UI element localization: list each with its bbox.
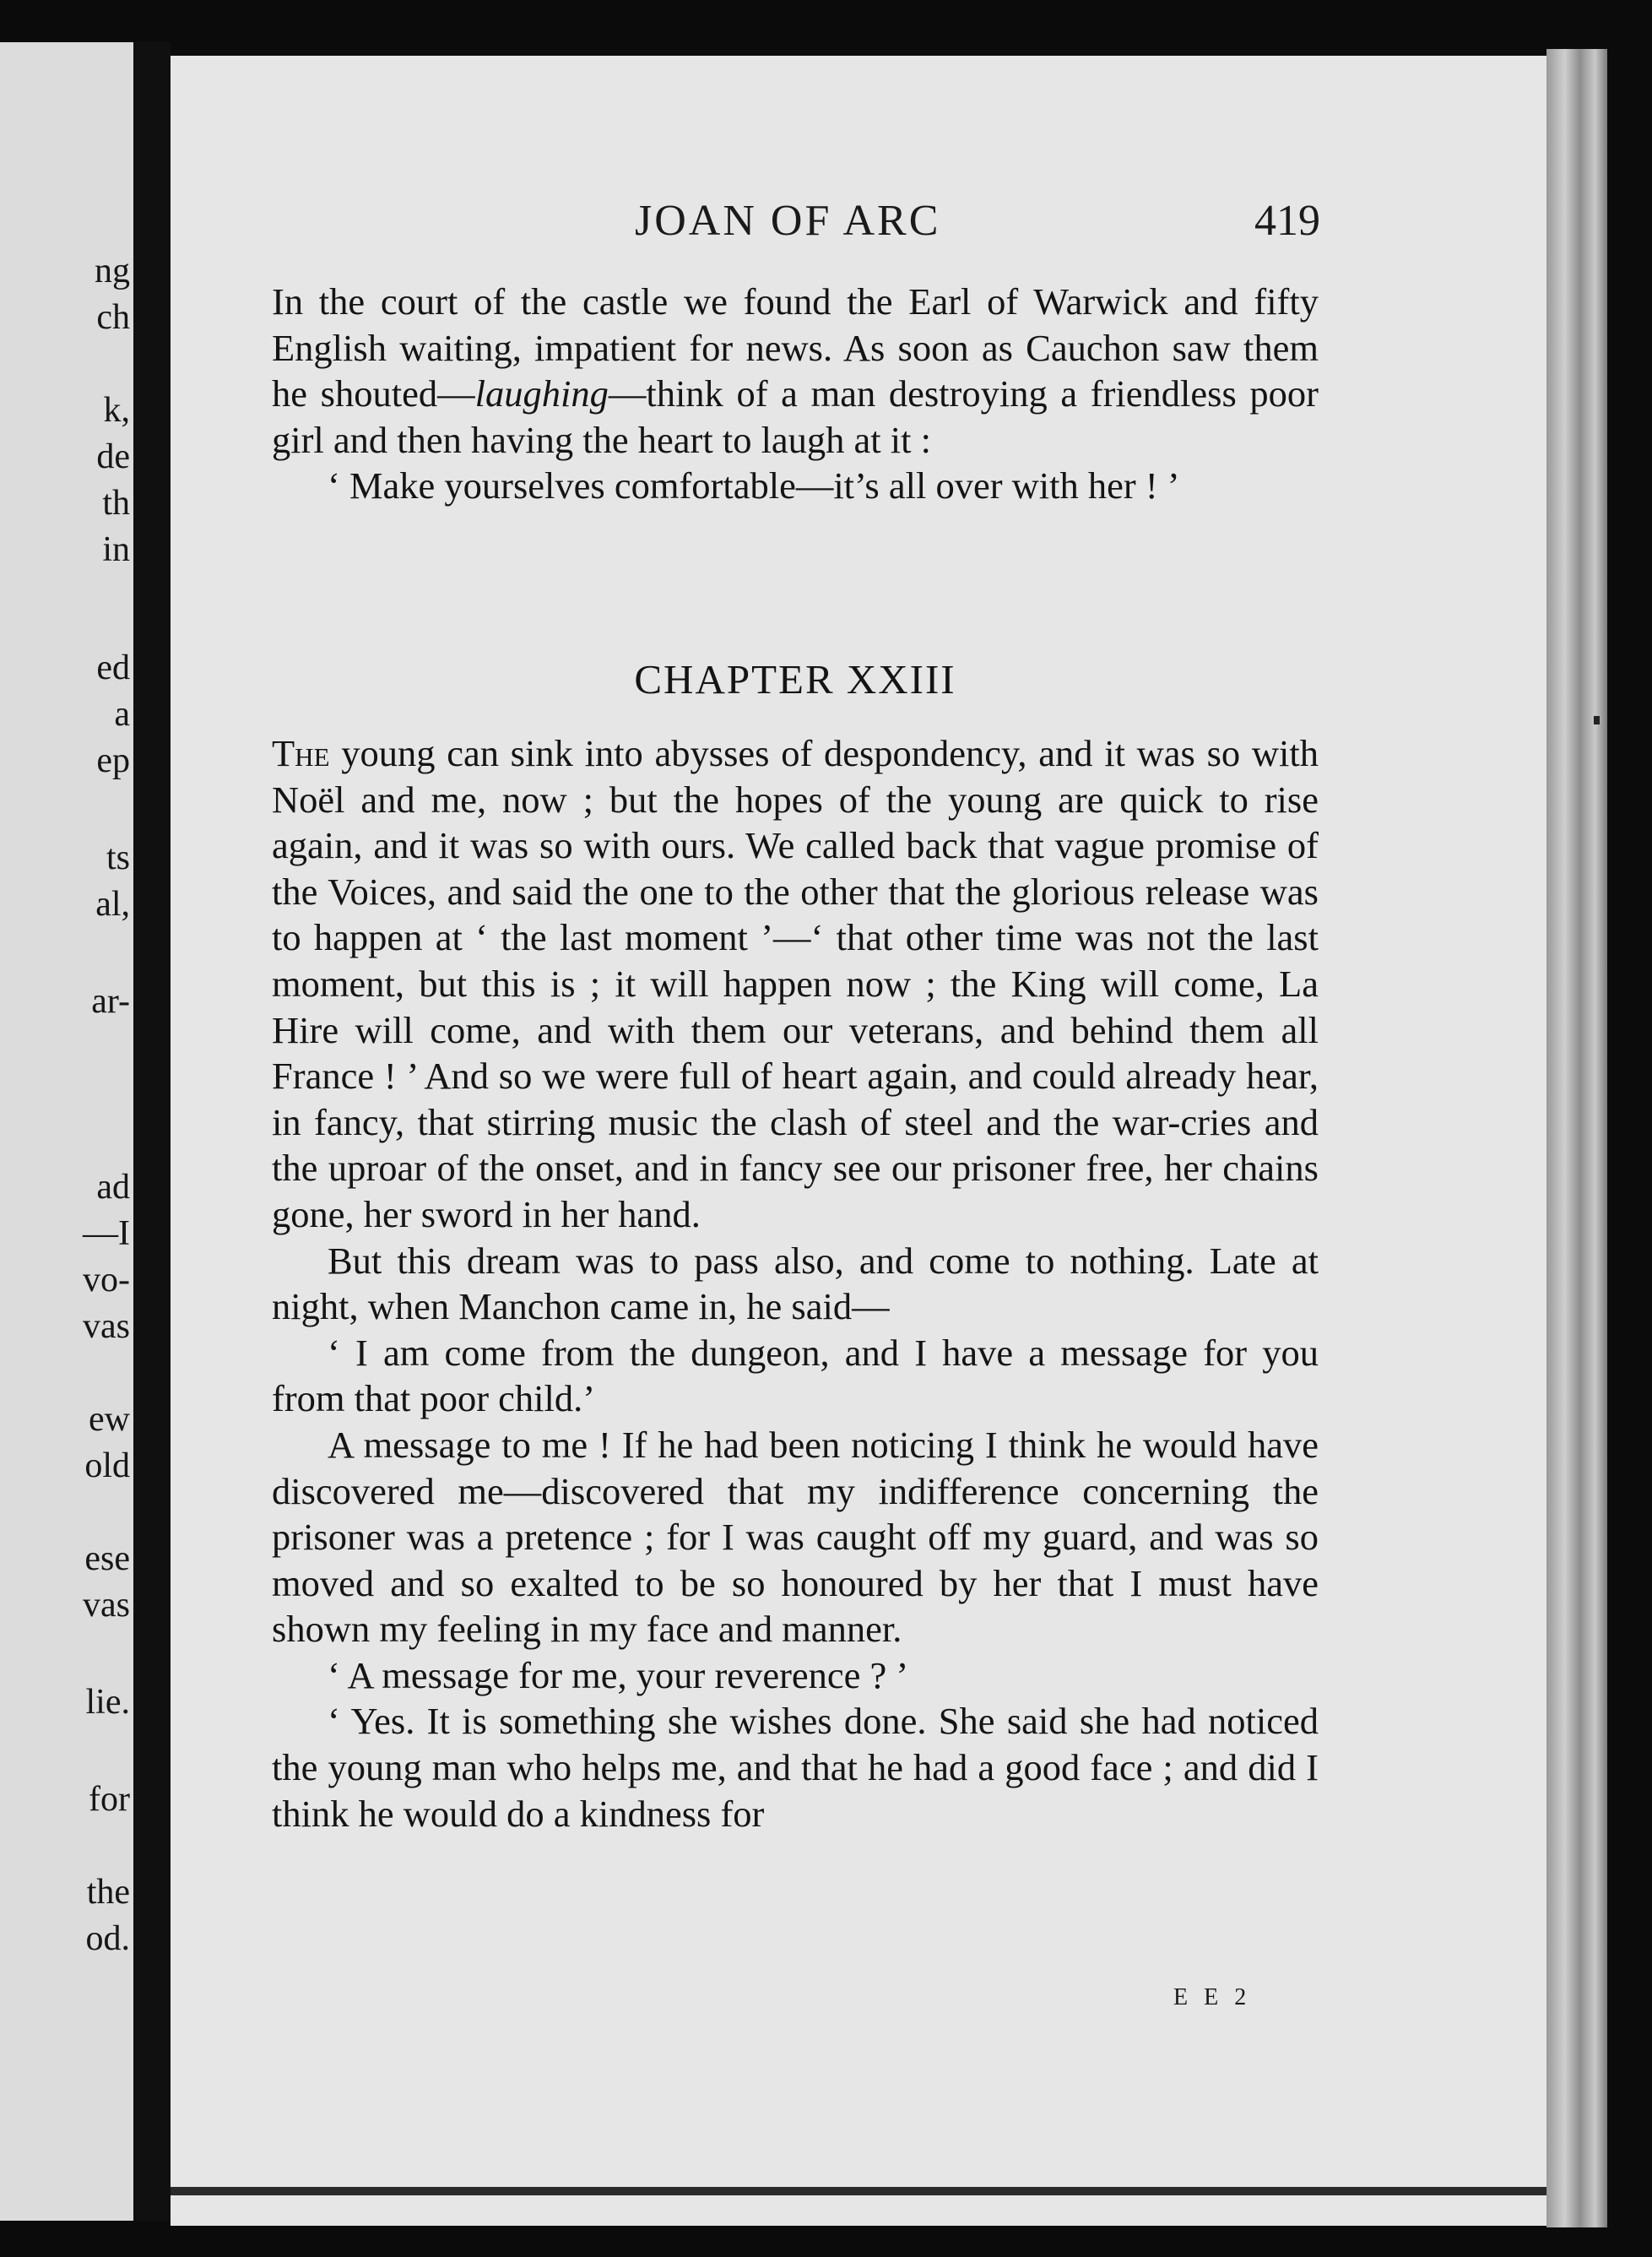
paragraph <box>272 279 1319 463</box>
previous-page-text-fragment: for <box>89 1780 130 1819</box>
previous-page-text-fragment: lie. <box>85 1683 130 1722</box>
page-bottom-edge <box>171 2187 1546 2195</box>
chapter-heading: CHAPTER XXIII <box>634 656 956 703</box>
chapter-first-word: The <box>272 732 330 774</box>
paragraph-text: young can sink into abysses of despondency, and it was so with Noël and me, now ; but the hopes of the young are quick to rise again, and it was so with ours. We called back that vague promise of the Voices, and said the one to the other that the glorious release was to happen at ‘ the last moment ’—‘ that other time was not the last moment, but this is ; it will happen now ; the King will come, La Hire will come, and with them our veterans, and behind them all France ! ’ And so we were full of heart again, and could already hear, in fancy, that stirring music the clash of steel and the war-cries and the uproar of the onset, and in fancy see our prisoner free, her chains gone, her sword in her hand. <box>272 732 1319 1235</box>
paragraph-quote: ‘ Make yourselves comfortable—it’s all over with her ! ’ <box>328 464 1180 507</box>
previous-page-text-fragment: ts <box>106 838 130 877</box>
page-edge-stack <box>1546 49 1607 2227</box>
book-gutter <box>133 42 171 2221</box>
previous-page-text-fragment: in <box>102 530 130 569</box>
previous-page-text-fragment: od. <box>85 1919 130 1958</box>
previous-page-text-fragment: ar- <box>91 982 130 1021</box>
paragraph: A message to me ! If he had been noticing I think he would have discovered me—discovered that my indifference concerning the prisoner was a pretence ; for I was caught off my guard, and was so moved and so exalted to be so honoured by her that I must have shown my feeling in my face and manner. <box>272 1423 1319 1651</box>
previous-page-text-fragment: ad <box>96 1168 130 1207</box>
previous-page-text-fragment: ep <box>96 741 130 780</box>
previous-page-text-fragment: th <box>102 484 130 523</box>
paragraph-text: —think of a man destroying a friendless poor girl and then having the heart to laugh at it : <box>272 372 1319 461</box>
previous-page-text-fragment: vas <box>83 1586 130 1625</box>
page-edge-mark <box>1594 716 1600 724</box>
previous-page-text-fragment: vo- <box>83 1261 130 1299</box>
previous-page-text-fragment: k, <box>103 391 130 430</box>
previous-page-text-fragment: ese <box>84 1539 130 1578</box>
previous-page-text-fragment: a <box>114 695 130 734</box>
paragraph <box>272 730 1319 1238</box>
opening-text <box>272 279 1319 509</box>
previous-page-text-fragment: —I <box>83 1214 130 1253</box>
paragraph: ‘ Yes. It is something she wishes done. She said she had noticed the young man who helps me, and that he had a good face ; and did I think he would do a kindness for <box>272 1700 1319 1835</box>
page-number: 419 <box>1254 197 1320 245</box>
signature-mark: E E 2 <box>1173 1984 1252 2010</box>
previous-page-text-fragment: ed <box>96 648 130 687</box>
previous-page-text-fragment: the <box>86 1873 130 1912</box>
previous-page-text-fragment: al, <box>95 885 130 924</box>
paragraph-text: In the court of the castle we found the Earl of Warwick and fifty English waiting, impatient for news. As soon as Cauchon saw them he shouted— <box>272 280 1319 415</box>
previous-page-text-fragment: ch <box>96 298 130 337</box>
emphasis-text: laughing <box>474 372 609 415</box>
previous-page-edge <box>0 42 133 2221</box>
previous-page-text-fragment: ng <box>95 252 130 290</box>
previous-page-text-fragment: old <box>84 1446 130 1485</box>
previous-page-text-fragment: de <box>96 437 130 476</box>
paragraph: ‘ I am come from the dungeon, and I have a message for you from that poor child.’ <box>272 1331 1319 1420</box>
paragraph: But this dream was to pass also, and come to nothing. Late at night, when Manchon came in, he said— <box>272 1239 1319 1328</box>
previous-page-text-fragment: ew <box>89 1400 130 1439</box>
running-title: JOAN OF ARC <box>635 197 941 245</box>
previous-page-text-fragment: vas <box>83 1307 130 1346</box>
chapter-text <box>272 730 1319 1837</box>
paragraph: ‘ A message for me, your reverence ? ’ <box>328 1653 909 1696</box>
